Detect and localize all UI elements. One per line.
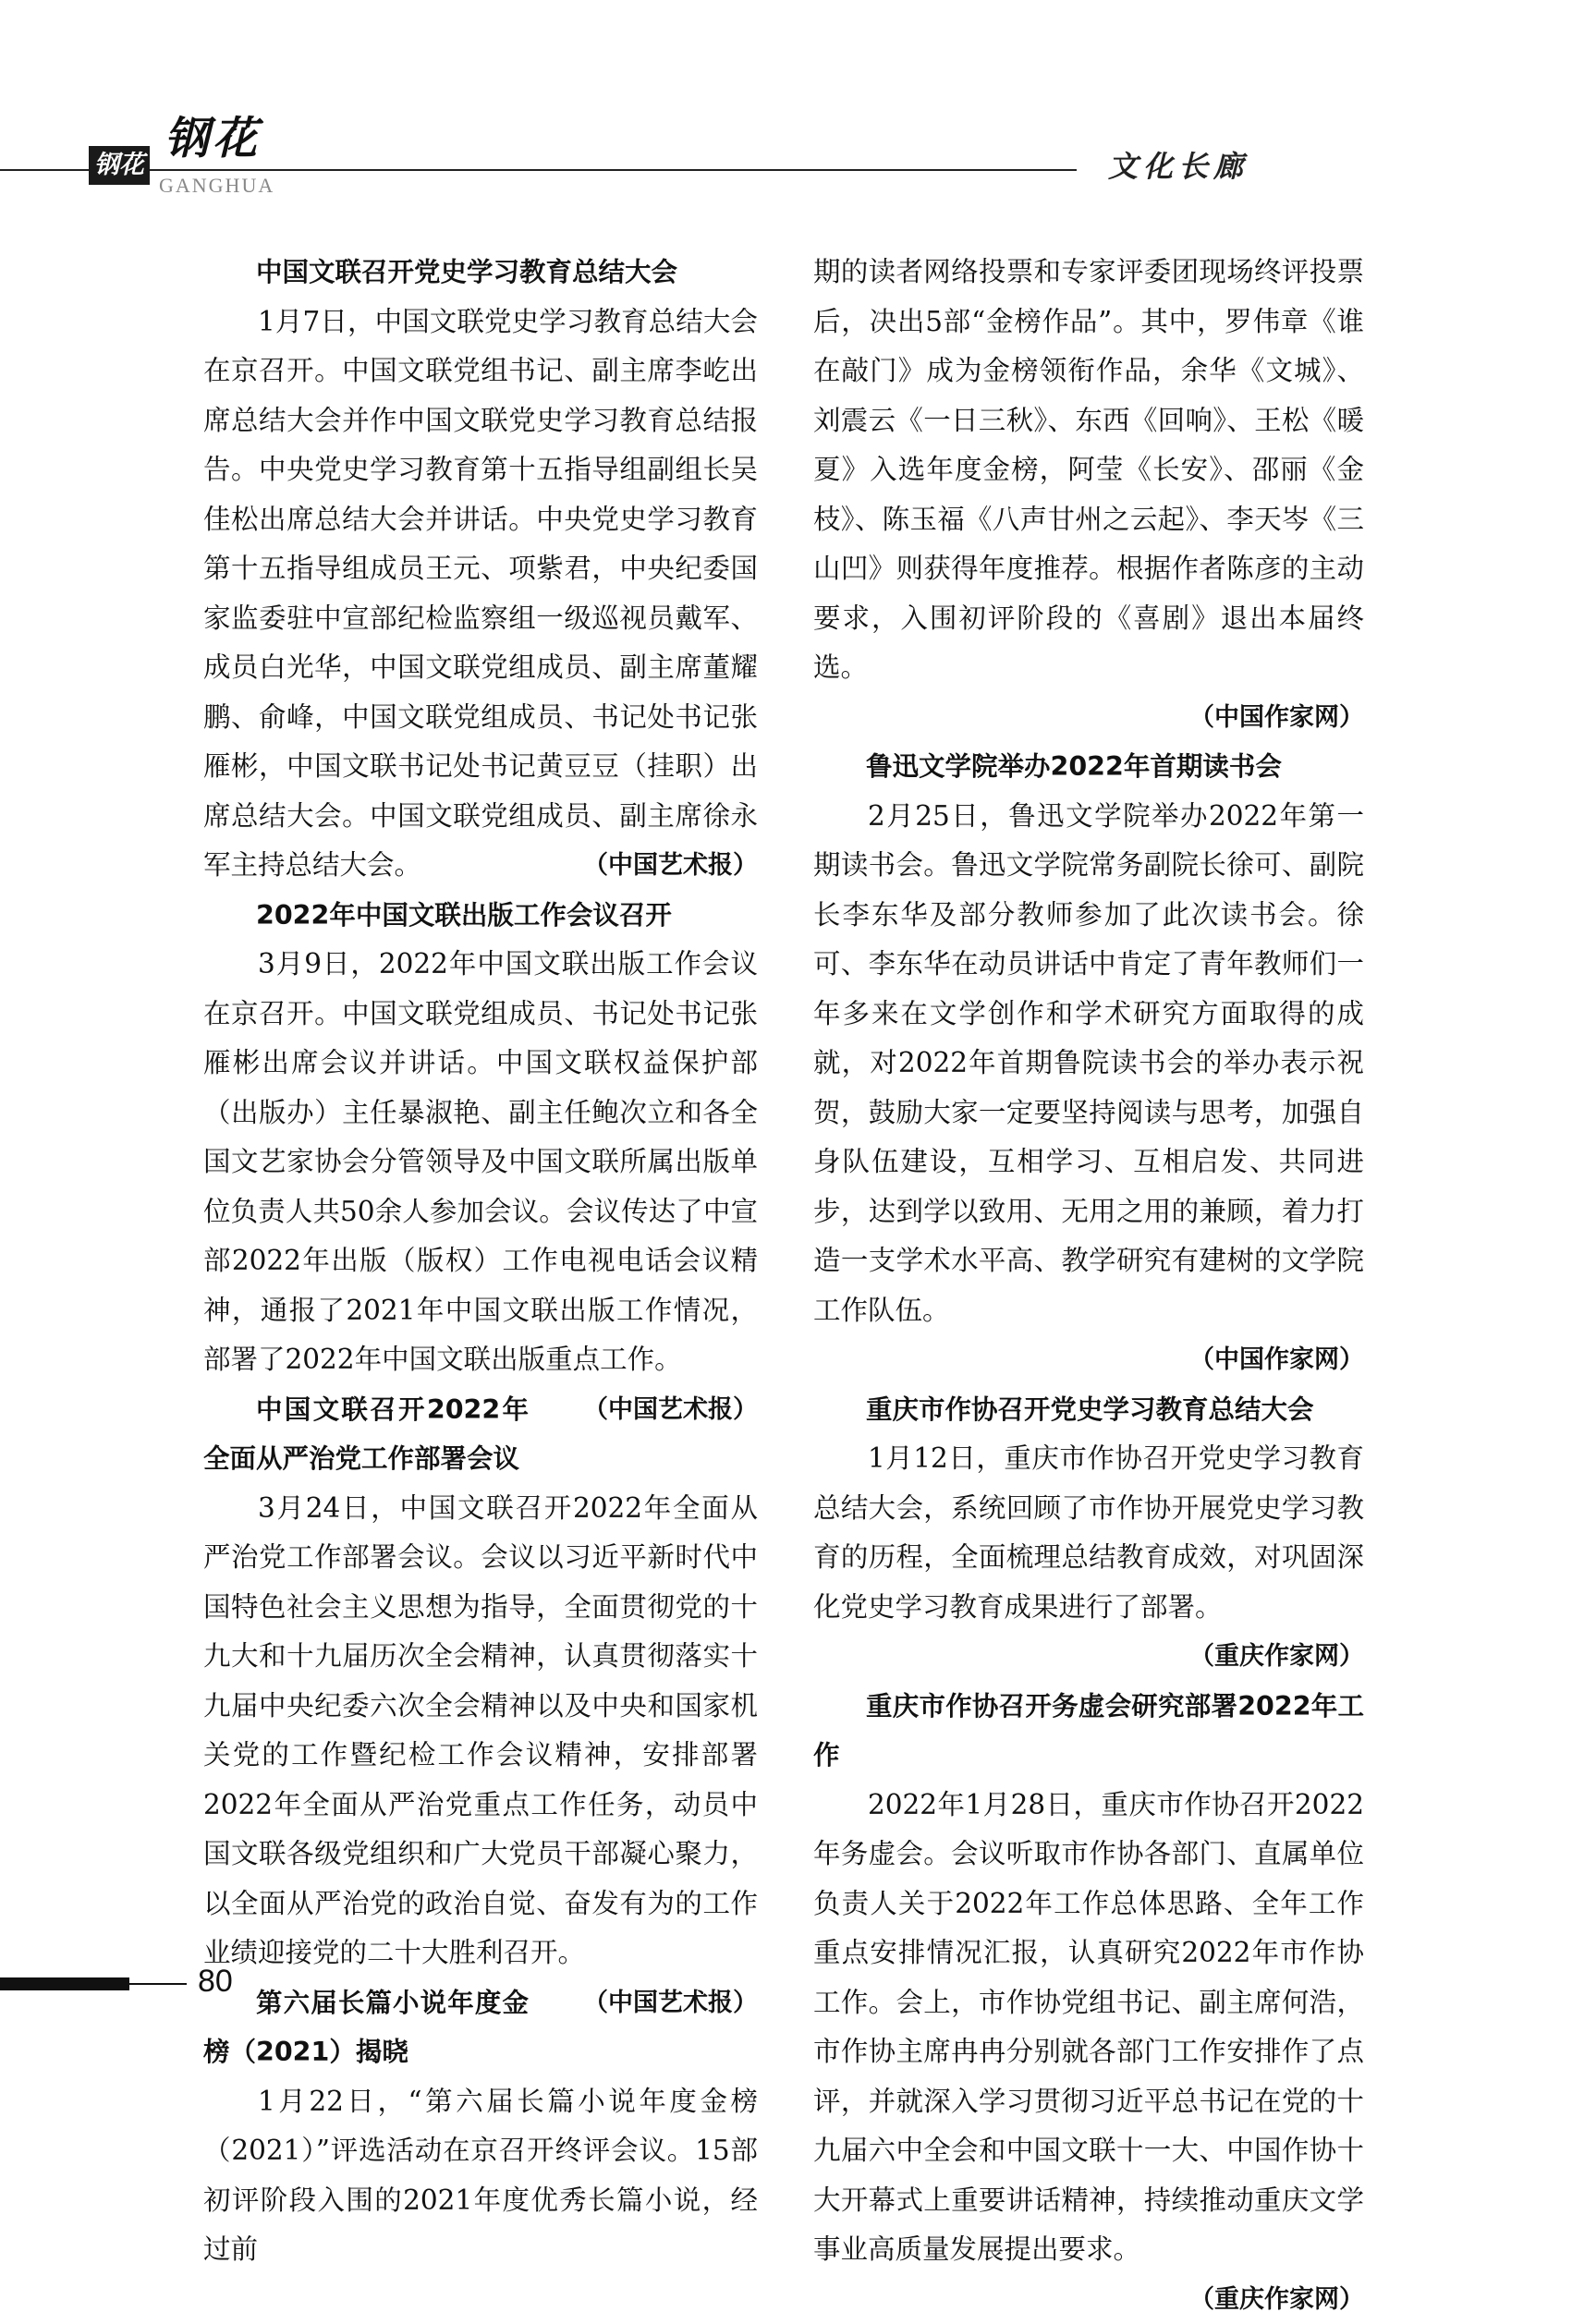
article-body-continued: 期的读者网络投票和专家评委团现场终评投票后，决出5部“金榜作品”。其中，罗伟章《谁在敲门》成为金榜领衔作品，余华《文城》、刘震云《一日三秋》、东西《回响》、王松《暖夏》入选年度金榜，阿莹《长安》、邵丽《金枝》、陈玉福《八声甘州之云起》、李天岑《三山凹》则获得年度推荐。根据作者陈彦的主动要求，入围初评阶段的《喜剧》退出本届终选。 bbox=[813, 248, 1364, 693]
article-title: 中国文联召开党史学习教育总结大会 bbox=[203, 248, 758, 298]
header-rule bbox=[0, 169, 1077, 171]
magazine-logo-badge: 钢花 bbox=[89, 146, 150, 185]
article-body: 1月22日，“第六届长篇小说年度金榜（2021）”评选活动在京召开终评会议。15部初评阶段入围的2021年度优秀长篇小说，经过前 bbox=[203, 2077, 758, 2275]
article-body: 3月9日，2022年中国文联出版工作会议在京召开。中国文联党组成员、书记处书记张雁彬出席会议并讲话。中国文联权益保护部（出版办）主任暴淑艳、副主任鲍次立和各全国文艺家协会分管领导及中国文联所属出版单位负责人共50余人参加会议。会议传达了中宣部2022年出版（版权）工作电视电话会议精神，通报了2021年中国文联出版工作情况，部署了2022年中国文联出版重点工作。 （中国艺术报） bbox=[203, 940, 758, 1385]
article-source: （重庆作家网） bbox=[813, 1632, 1364, 1682]
article-source: （中国艺术报） bbox=[529, 1978, 758, 2028]
article-body: 1月12日，重庆市作协召开党史学习教育总结大会，系统回顾了市作协开展党史学习教育的历程，全面梳理总结教育成效，对巩固深化党史学习教育成果进行了部署。 bbox=[813, 1434, 1364, 1632]
left-column bbox=[203, 248, 758, 2275]
article-title: 2022年中国文联出版工作会议召开 bbox=[203, 891, 758, 941]
right-column bbox=[813, 248, 1364, 2324]
article-source: （中国艺术报） bbox=[529, 841, 758, 891]
article-source: （中国作家网） bbox=[813, 693, 1364, 743]
article-body: 1月7日，中国文联党史学习教育总结大会在京召开。中国文联党组书记、副主席李屹出席总结大会并作中国文联党史学习教育总结报告。中央党史学习教育第十五指导组副组长吴佳松出席总结大会并讲话。中央党史学习教育第十五指导组成员王元、项紫君，中央纪委国家监委驻中宣部纪检监察组一级巡视员戴军、成员白光华，中国文联党组成员、副主席董耀鹏、俞峰，中国文联党组成员、书记处书记张雁彬，中国文联书记处书记黄豆豆（挂职）出席总结大会。中国文联党组成员、副主席徐永军主持总结大会。 （中国艺术报） bbox=[203, 298, 758, 891]
article-body: 2月25日，鲁迅文学院举办2022年第一期读书会。鲁迅文学院常务副院长徐可、副院长李东华及部分教师参加了此次读书会。徐可、李东华在动员讲话中肯定了青年教师们一年多来在文学创作和学术研究方面取得的成就，对2022年首期鲁院读书会的举办表示祝贺，鼓励大家一定要坚持阅读与思考，加强自身队伍建设，互相学习、互相启发、共同进步，达到学以致用、无用之用的兼顾，着力打造一支学术水平高、教学研究有建树的文学院工作队伍。 bbox=[813, 792, 1364, 1336]
article-title: 鲁迅文学院举办2022年首期读书会 bbox=[813, 742, 1364, 792]
page-number: 80 bbox=[198, 1963, 233, 2000]
magazine-logo-latin: GANGHUA bbox=[159, 174, 274, 198]
section-name: 文化长廊 bbox=[1108, 143, 1249, 186]
article-source: （重庆作家网） bbox=[1135, 2275, 1364, 2324]
article-title: 中国文联召开2022年全面从严治党工作部署会议 bbox=[203, 1385, 758, 1484]
magazine-logo-script: 钢花 bbox=[165, 111, 261, 166]
article-title: 第六届长篇小说年度金榜（2021）揭晓 bbox=[203, 1978, 758, 2077]
article-body: 3月24日，中国文联召开2022年全面从严治党工作部署会议。会议以习近平新时代中国特色社会主义思想为指导，全面贯彻党的十九大和十九届历次全会精神，认真贯彻落实十九届中央纪委六次全会精神以及中央和国家机关党的工作暨纪检工作会议精神，安排部署2022年全面从严治党重点工作任务，动员中国文联各级党组织和广大党员干部凝心聚力，以全面从严治党的政治自觉、奋发有为的工作业绩迎接党的二十大胜利召开。 （中国艺术报） bbox=[203, 1484, 758, 1978]
article-body: 2022年1月28日，重庆市作协召开2022年务虚会。会议听取市作协各部门、直属单位负责人关于2022年工作总体思路、全年工作重点安排情况汇报，认真研究2022年市作协工作。会上，市作协党组书记、副主席何浩，市作协主席冉冉分别就各部门工作安排作了点评，并就深入学习贯彻习近平总书记在党的十九届六中全会和中国文联十一大、中国作协十大开幕式上重要讲话精神，持续推动重庆文学事业高质量发展提出要求。 （重庆作家网） bbox=[813, 1781, 1364, 2275]
article-title: 重庆市作协召开党史学习教育总结大会 bbox=[813, 1385, 1364, 1435]
article-source: （中国作家网） bbox=[813, 1335, 1364, 1385]
article-title: 重庆市作协召开务虚会研究部署2022年工作 bbox=[813, 1682, 1364, 1781]
footer-bar bbox=[0, 1977, 129, 1990]
article-source: （中国艺术报） bbox=[529, 1385, 758, 1435]
footer-rule bbox=[129, 1983, 187, 1985]
